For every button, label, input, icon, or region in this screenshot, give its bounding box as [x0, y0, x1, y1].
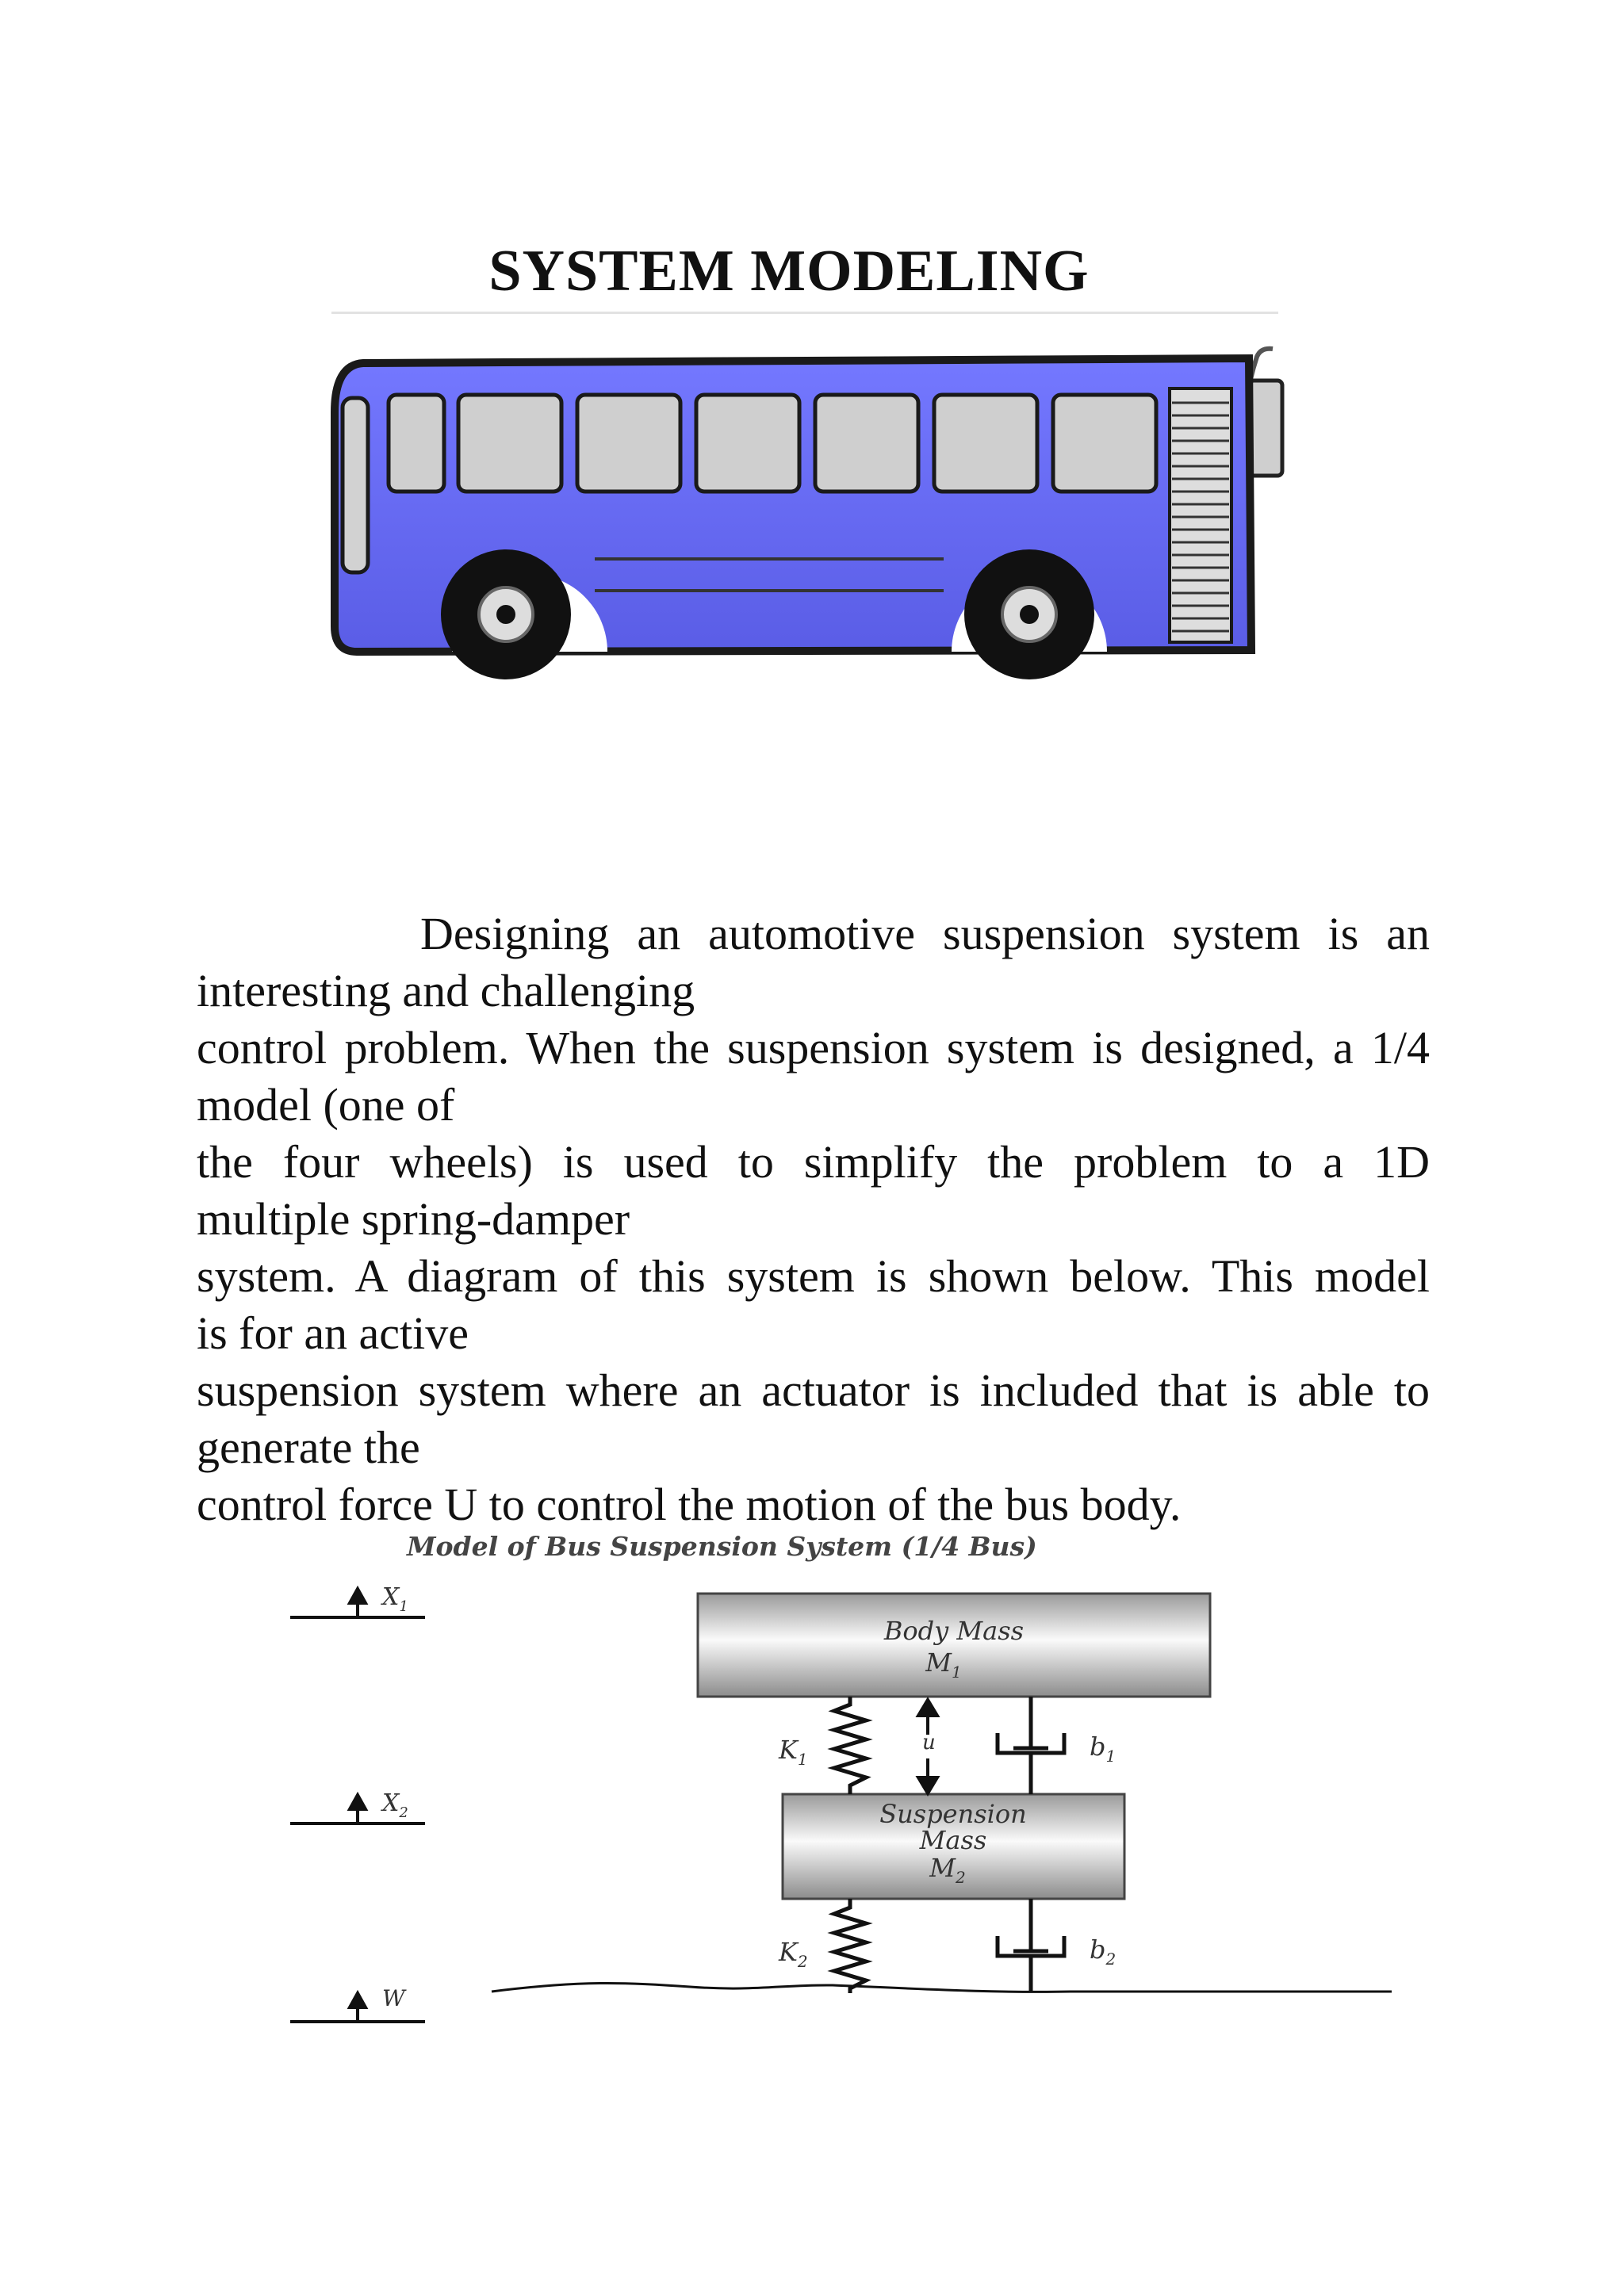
- bus-window: [815, 395, 918, 492]
- spring-k2: [834, 1899, 866, 1993]
- x1-label: $X_1$: [382, 1583, 408, 1615]
- paragraph-line-tail: interesting and challenging: [197, 965, 695, 1016]
- bus-window: [577, 395, 680, 492]
- paragraph-line-tail: multiple spring-damper: [197, 1193, 630, 1245]
- bus-window: [1053, 395, 1156, 492]
- spring-k1: [834, 1697, 866, 1794]
- bus-windshield: [343, 398, 368, 572]
- paragraph-line-tail: is for an active: [197, 1307, 469, 1359]
- bus-rear-box: [1249, 381, 1282, 476]
- w-label: W: [382, 1985, 405, 2011]
- body-mass-symbol: $M_1$: [925, 1647, 962, 1682]
- suspension-mass-label-1: Suspension: [879, 1799, 1027, 1829]
- paragraph-line-tail: model (one of: [197, 1079, 455, 1131]
- diagram-title: Model of Bus Suspension System (1/4 Bus): [407, 1531, 1037, 1562]
- paragraph-line: suspension system where an actuator is included that is able to: [197, 1364, 1430, 1416]
- damper-b1: [998, 1697, 1064, 1794]
- paragraph-line: the four wheels) is used to simplify the problem to a 1D: [197, 1136, 1430, 1188]
- bus-grille: [1170, 388, 1231, 642]
- bus-window: [934, 395, 1037, 492]
- road-surface: [492, 1983, 1392, 1992]
- paragraph-line: system. A diagram of this system is shown below. This model: [197, 1250, 1430, 1302]
- u-label: u: [922, 1731, 936, 1755]
- body-mass-label: Body Mass: [883, 1616, 1025, 1646]
- paragraph-line: control force U to control the motion of the bus body.: [197, 1479, 1182, 1530]
- bus-illustration: [325, 341, 1293, 690]
- suspension-mass-label-2: Mass: [919, 1825, 987, 1855]
- suspension-diagram: [278, 1521, 1404, 2036]
- damper-b2: [998, 1899, 1064, 1992]
- paragraph-line: Designing an automotive suspension system is an: [420, 908, 1430, 959]
- b1-label: $b_1$: [1090, 1732, 1116, 1766]
- bus-wheel-front: [441, 549, 571, 679]
- paragraph-line-tail: generate the: [197, 1422, 420, 1473]
- title-divider: [331, 312, 1278, 314]
- x2-label: $X_2$: [382, 1789, 408, 1821]
- k2-label: $K_2$: [779, 1937, 808, 1971]
- bus-window: [458, 395, 561, 492]
- b2-label: $b_2$: [1090, 1934, 1116, 1969]
- bus-window: [389, 395, 444, 492]
- bus-wheel-rear: [964, 549, 1094, 679]
- page-title: SYSTEM MODELING: [488, 239, 1090, 304]
- suspension-mass-symbol: $M_2$: [929, 1853, 966, 1887]
- paragraph-line: control problem. When the suspension system is designed, a 1/4: [197, 1022, 1430, 1073]
- body-paragraph: [197, 905, 1430, 1533]
- k1-label: $K_1$: [779, 1735, 808, 1769]
- bus-window: [696, 395, 799, 492]
